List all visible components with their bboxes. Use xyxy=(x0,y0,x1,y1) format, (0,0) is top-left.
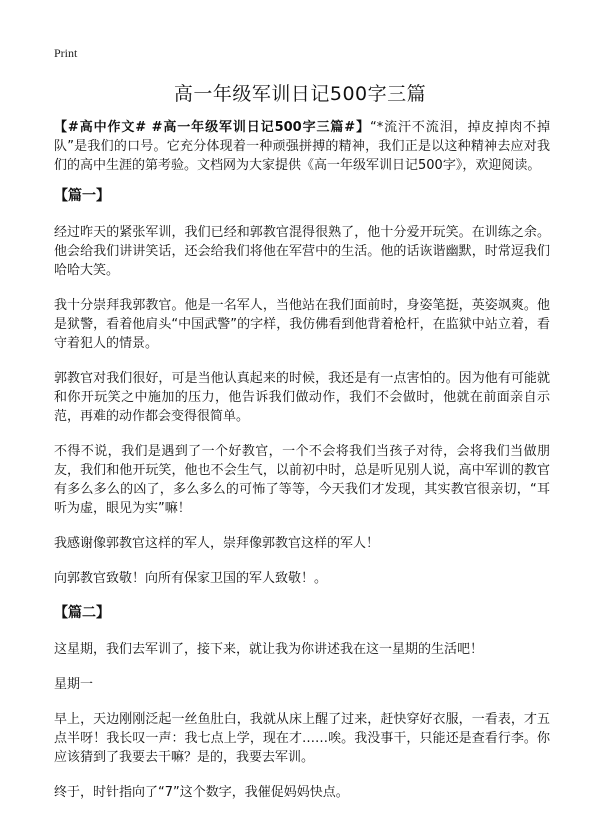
paragraph: 终于，时针指向了“7”这个数字，我催促妈妈快点。 xyxy=(54,785,349,800)
paragraph: 星期一 xyxy=(54,677,94,692)
print-link[interactable]: Print xyxy=(54,46,78,60)
intro-paragraph xyxy=(54,118,550,175)
article-body xyxy=(54,118,550,818)
paragraph: 经过昨天的紧张军训，我们已经和郭教官混得很熟了，他十分爱开玩笑。在训练之余。他会给我们讲讲笑话，还会给我们将他在军营中的生活。他的话诙谐幽默，时常逗我们哈哈大笑。 xyxy=(54,225,550,278)
intro-text: “*流汗不流泪，掉皮掉肉不掉队”是我们的口号。它充分体现着一种顽强拼搏的精神，我们正是以这种精神去应对我们的高中生涯的第考验。文档网为大家提供《高一年级军训日记500字》，欢迎阅读。 xyxy=(54,120,550,173)
section-heading-2: 【篇二】 xyxy=(54,605,110,621)
paragraph: 我感谢像郭教官这样的军人，崇拜像郭教官这样的军人！ xyxy=(54,536,380,551)
intro-tags: 【#高中作文# #高一年级军训日记500字三篇#】 xyxy=(54,120,370,135)
paragraph: 向郭教官致敬！向所有保家卫国的军人致敬！。 xyxy=(54,571,328,586)
paragraph: 不得不说，我们是遇到了一个好教官，一个不会将我们当孩子对待，会将我们当做朋友，我们和他开玩笑，他也不会生气，以前初中时，总是听见别人说，高中军训的教官有多么多么的凶了，多么多么的可怖了等等，今天我们才发现，其实教官很亲切，“耳听为虚，眼见为实”嘛！ xyxy=(54,444,550,516)
document-title: 高一年级军训日记500字三篇 xyxy=(173,83,427,105)
section-heading-1: 【篇一】 xyxy=(54,188,110,204)
paragraph: 早上，天边刚刚泛起一丝鱼肚白，我就从床上醒了过来，赶快穿好衣服，一看表，才五点半呀！我长叹一声：我七点上学，现在才……唉。我没事干，只能还是查看行李。你应该猜到了我要去干嘛？是的，我要去军训。 xyxy=(54,712,550,765)
paragraph: 这星期，我们去军训了，接下来，就让我为你讲述我在这一星期的生活吧！ xyxy=(54,642,484,657)
paragraph: 我十分崇拜我郭教官。他是一名军人，当他站在我们面前时，身姿笔挺，英姿飒爽。他是狱警，看着他肩头“中国武警”的字样，我仿佛看到他背着枪杆，在监狱中站立着，看守着犯人的情景。 xyxy=(54,298,550,351)
paragraph: 郭教官对我们很好，可是当他认真起来的时候，我还是有一点害怕的。因为他有可能就和你开玩笑之中施加的压力，他告诉我们做动作，我们不会做时，他就在前面亲自示范，再难的动作都会变得很简单。 xyxy=(54,371,550,424)
